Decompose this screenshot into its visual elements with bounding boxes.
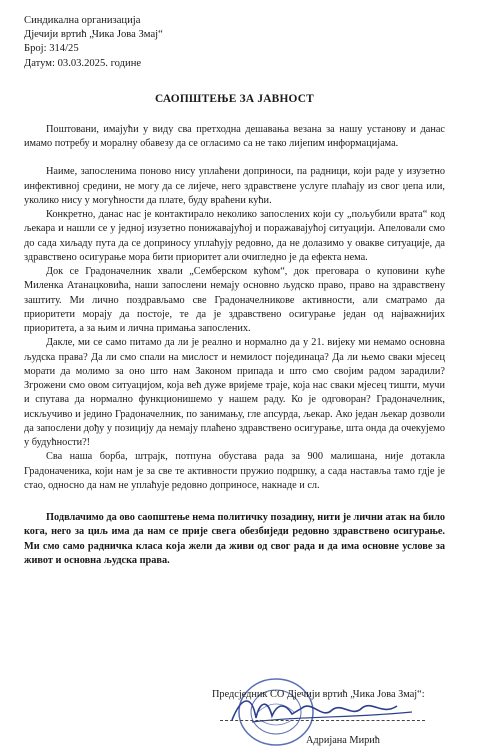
paragraph-2: Наиме, запосленима поново нису уплаћени доприноси, па радници, који раде у изузетно инфективној средини, не могу да се лијече, него здравствене услуге плаћају из свог џепа или, уколико нису у могућности да плате, буду враћени кући.	[24, 166, 445, 206]
document-title: САОПШТЕЊЕ ЗА ЈАВНОСТ	[155, 92, 314, 105]
paragraph-5: Дакле, ми се само питамо да ли је реално и нормално да у 21. вијеку ми немамо основна људска права? Да ли смо спали на мислост и немилост појединаца? Да ли њемо сваки мјесец морати да молимо за оно што нам Законом припада и што смо својим радом зарадили? Згрожени смо овом ситуацијом, која већ дуже вријеме траје, која нас сваки мјесец тишти, мучи и спутава да нормално функционишемо у нашем раду. Ко је одговоран? Градоначелник, искључиво и једино Градоначелник, по занимању, гле апсурда, љекар. Ако један љекар дозволи да запослени дођу у позицију да немају плаћено здравствено осигурање, шта онда да очекујемо у будућности?!	[24, 337, 445, 449]
paragraph-6: Сва наша борба, штрајк, потпуна обустава рада за 900 малишана, није дотакла Градоначеника, који нам је за све те активности пружио подршку, а сада наставља тамо гдје је стао, односно да нам не уплаћује редовно доприносе, накнаде и сл.	[24, 451, 445, 491]
document-date: Датум: 03.03.2025. године	[24, 57, 142, 69]
paragraph-4: Док се Градоначелник хвали „Семберском кућом“, док преговара о куповини куће Миленка Атанацковића, наши запослени немају основно људско право, право на здравствену заштиту. Ми лично поздрављамо све Градоначелникове активности, али сматрамо да приоритети морају да постоје, те да је здравствено осигурање један од најважнијих приоритета, а за њим и лична примања запослених.	[24, 266, 445, 335]
signature-label: Предсједник СО Дјечији вртић „Чика Јова Змај“:	[212, 689, 425, 700]
school-name: Дјечији вртић „Чика Јова Змај“	[24, 29, 163, 41]
org-name: Синдикална организација	[24, 15, 141, 26]
paragraph-1: Поштовани, имајући у виду сва претходна дешавања везана за нашу установу и данас имамо потребу и моралну обавезу да се огласимо са не тако лијепим информацијама.	[24, 123, 445, 150]
document-number: Број: 314/25	[24, 43, 79, 55]
signature-rule	[220, 720, 425, 721]
handwritten-signature	[222, 690, 422, 730]
signatory-name: Адријана Мирић	[306, 735, 380, 746]
paragraph-3: Конкретно, данас нас је контактирало неколико запослених који су „пољубили врата“ код љекара и нашли се у једној изузетно понижавајућој и поражавајућој ситуацији. Апеловали смо до сада хиљаду пута да се доприносу уплаћују редовно, да не долазимо у овакве ситуације, да здравствено осигурање мора бити приоритет али очигледно је да ефекта нема.	[24, 209, 445, 263]
closing-statement: Подвлачимо да ово саопштење нема политичку позадину, нити је лични атак на било кога, него за циљ има да нам се прије свега обезбиједи редовно здравствено осигурање. Ми смо само радничка класа која жели да живи од свог рада и да има основне услове за живот и основна људска права.	[24, 512, 445, 566]
